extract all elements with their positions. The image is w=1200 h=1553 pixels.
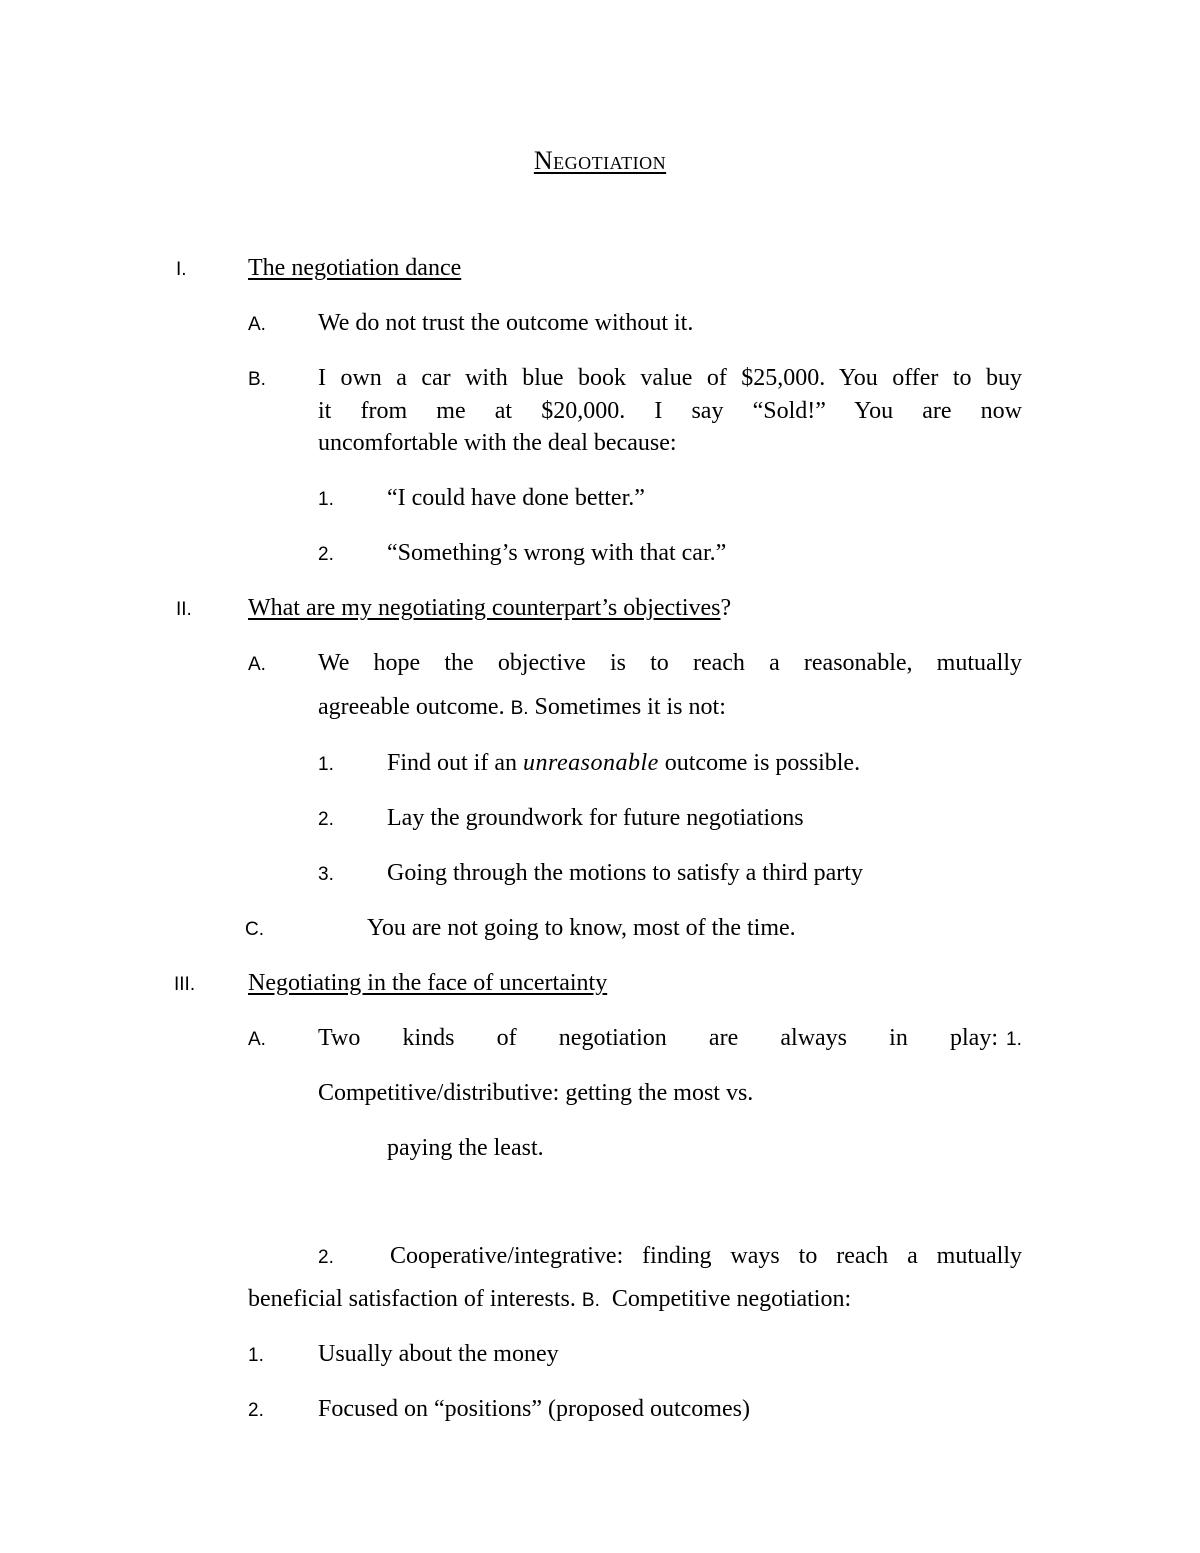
- item-2c-marker: C.: [245, 919, 264, 940]
- item-3b1-marker: 1.: [248, 1345, 264, 1366]
- item-2b2-marker: 2.: [318, 809, 334, 830]
- item-3b1-text: Usually about the money: [318, 1341, 559, 1367]
- item-2c-text: You are not going to know, most of the time.: [367, 915, 796, 941]
- item-1b1-text: “I could have done better.”: [387, 485, 645, 511]
- item-2b1-text: [387, 748, 860, 778]
- item-1a-text: We do not trust the outcome without it.: [318, 310, 694, 336]
- item-2b1-emphasis: unreasonable: [523, 750, 659, 776]
- section-2-heading-line: [248, 593, 731, 623]
- item-2b3-marker: 3.: [318, 864, 334, 885]
- item-2a-line-2: [318, 692, 726, 724]
- item-3b-marker: B.: [581, 1290, 600, 1311]
- section-2-heading: What are my negotiating counterpart’s objectives: [248, 595, 721, 621]
- item-2a-line-2-text: agreeable outcome.: [318, 694, 505, 720]
- item-3a-line-1: Two kinds of negotiation are always in play:: [318, 1025, 998, 1051]
- item-2b1-post: outcome is possible.: [658, 750, 861, 776]
- section-1-number: I.: [176, 259, 187, 280]
- section-2-number: II.: [176, 599, 192, 620]
- item-3a-line-3: paying the least.: [387, 1135, 544, 1161]
- item-2a-marker: A.: [248, 654, 266, 675]
- page-title: Negotiation: [533, 146, 667, 175]
- item-2b-marker: B.: [510, 698, 529, 719]
- item-3a2-line-1: Cooperative/integrative: finding ways to reach a mutually: [390, 1243, 1022, 1269]
- item-1a-marker: A.: [248, 314, 266, 335]
- item-3a1-marker: 1.: [1006, 1029, 1022, 1050]
- item-3a-line-2: Competitive/distributive: getting the most vs.: [318, 1080, 754, 1106]
- item-3b-text: Competitive negotiation:: [611, 1286, 852, 1312]
- item-2b3-text: Going through the motions to satisfy a third party: [387, 860, 863, 886]
- item-1b-line-3: uncomfortable with the deal because:: [318, 430, 677, 456]
- item-2a-line-1: We hope the objective is to reach a reasonable, mutually: [318, 650, 1022, 676]
- section-3-number: III.: [174, 974, 196, 995]
- item-3a2-marker: 2.: [318, 1247, 334, 1268]
- item-3a2-line-2-text: beneficial satisfaction of interests.: [248, 1286, 576, 1312]
- item-1b1-marker: 1.: [318, 489, 334, 510]
- item-3a-marker: A.: [248, 1029, 266, 1050]
- item-3b2-text: Focused on “positions” (proposed outcomes): [318, 1396, 750, 1422]
- item-2b-text: Sometimes it is not:: [534, 694, 726, 720]
- section-1-heading: The negotiation dance: [248, 255, 462, 281]
- item-3a2-line-2: [248, 1284, 851, 1316]
- item-3b2-marker: 2.: [248, 1400, 264, 1421]
- item-1b2-marker: 2.: [318, 544, 334, 565]
- item-1b2-text: “Something’s wrong with that car.”: [387, 540, 727, 566]
- item-1b-marker: B.: [248, 369, 266, 390]
- item-2b1-marker: 1.: [318, 754, 334, 775]
- section-2-heading-tail: ?: [720, 595, 732, 621]
- item-2b1-pre: Find out if an: [387, 750, 523, 776]
- section-3-heading: Negotiating in the face of uncertainty: [248, 970, 608, 996]
- item-1b-line-1: I own a car with blue book value of $25,000. You offer to buy: [318, 365, 1022, 391]
- item-1b-line-2: it from me at $20,000. I say “Sold!” You are now: [318, 398, 1022, 424]
- item-2b2-text: Lay the groundwork for future negotiations: [387, 805, 804, 831]
